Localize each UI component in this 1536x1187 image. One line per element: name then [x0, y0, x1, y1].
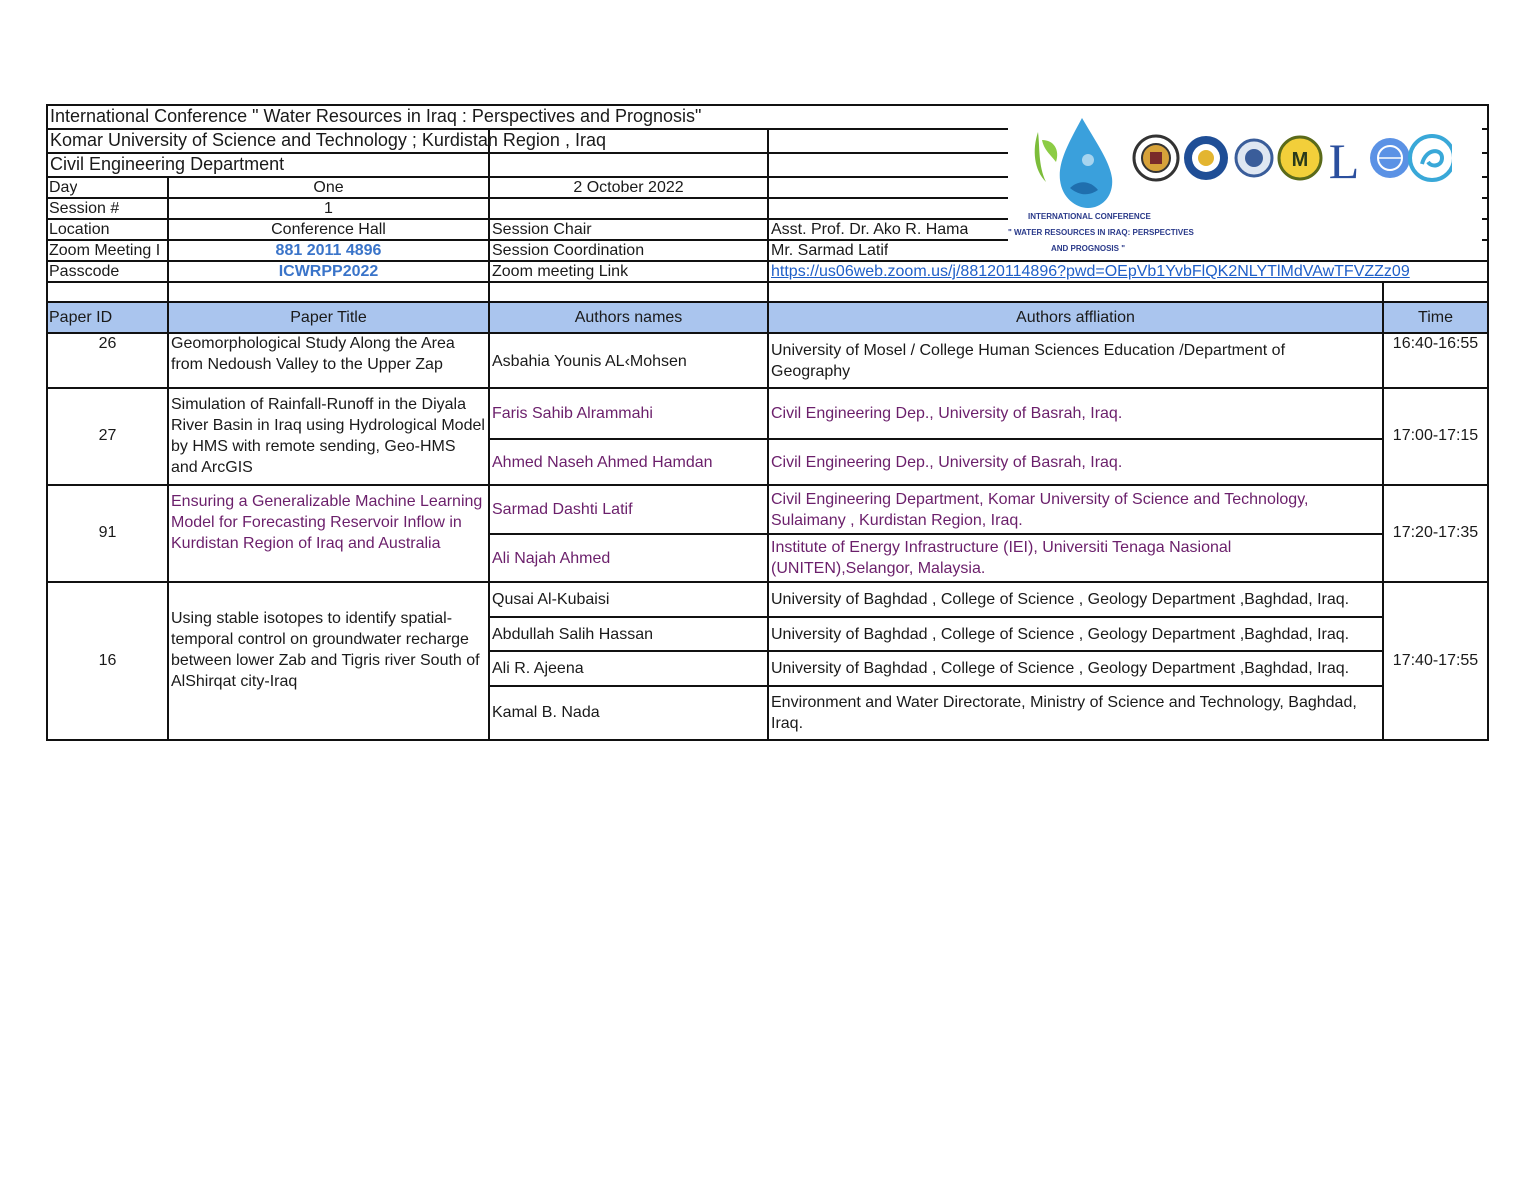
author-name: Ali Najah Ahmed — [492, 550, 611, 567]
author-name: Abdullah Salih Hassan — [492, 626, 653, 643]
ministry-seal-icon — [1184, 136, 1228, 180]
day-label: Day — [49, 179, 78, 196]
col-header-affiliation: Authors affliation — [1016, 309, 1135, 326]
session-value: 1 — [324, 200, 333, 217]
location-value: Conference Hall — [271, 221, 386, 238]
paper-title: Using stable isotopes to identify spatial-temporal control on groundwater recharge between lower Zab and Tigris river South of AlShirqat city-Iraq — [171, 610, 480, 690]
coordination-value: Mr. Sarmad Latif — [771, 242, 889, 259]
university-name: Komar University of Science and Technology ; Kurdistan Region , Iraq — [50, 130, 606, 150]
zoom-id-label: Zoom Meeting I — [49, 242, 161, 259]
author-affiliation: Civil Engineering Dep., University of Basrah, Iraq. — [771, 405, 1123, 422]
author-name: Asbahia Younis AL‹Mohsen — [492, 353, 687, 370]
department-name: Civil Engineering Department — [50, 154, 285, 174]
svg-text:M: M — [1291, 149, 1309, 171]
col-header-paper-id: Paper ID — [49, 309, 113, 326]
paper-id: 26 — [98, 335, 117, 352]
day-value: One — [313, 179, 344, 196]
logo-caption-1: INTERNATIONAL CONFERENCE — [1028, 212, 1151, 221]
author-affiliation: University of Baghdad , College of Science , Geology Department ,Baghdad, Iraq. — [771, 591, 1350, 608]
chair-label: Session Chair — [492, 221, 592, 238]
author-affiliation: Institute of Energy Infrastructure (IEI), Universiti Tenaga Nasional (UNITEN),Selangor, Malaysia. — [771, 539, 1232, 577]
author-name: Ali R. Ajeena — [492, 660, 584, 677]
author-name: Sarmad Dashti Latif — [492, 501, 633, 518]
session-date: 2 October 2022 — [573, 179, 684, 196]
agency-seal-icon — [1236, 140, 1272, 176]
university-seal-icon — [1134, 136, 1178, 180]
svg-text:L: L — [1328, 133, 1360, 189]
coordination-label: Session Coordination — [492, 242, 645, 259]
paper-title: Ensuring a Generalizable Machine Learning Model for Forecasting Reservoir Inflow in Kurdistan Region of Iraq and Australia — [171, 493, 483, 552]
col-header-time: Time — [1418, 309, 1453, 326]
location-label: Location — [49, 221, 110, 238]
author-affiliation: Civil Engineering Department, Komar University of Science and Technology, Sulaimany , Kurdistan Region, Iraq. — [771, 491, 1309, 529]
paper-title: Simulation of Rainfall-Runoff in the Diyala River Basin in Iraq using Hydrological Model by HMS with remote sending, Geo-HMS and ArcGIS — [171, 396, 485, 476]
author-name: Kamal B. Nada — [492, 704, 600, 721]
author-affiliation: Civil Engineering Dep., University of Basrah, Iraq. — [771, 454, 1123, 471]
conference-logos — [1008, 110, 1482, 260]
water-swirl-logo-icon — [1410, 136, 1452, 180]
paper-time: 16:40-16:55 — [1392, 335, 1479, 352]
directorate-seal-icon — [1279, 137, 1321, 179]
paper-time: 17:40-17:55 — [1392, 652, 1479, 669]
letter-l-logo-icon — [1329, 133, 1360, 189]
logo-caption-2: " WATER RESOURCES IN IRAQ: PERSPECTIVES — [1008, 228, 1194, 237]
paper-time: 17:20-17:35 — [1392, 524, 1479, 541]
un-emblem-icon — [1370, 138, 1410, 178]
chair-value: Asst. Prof. Dr. Ako R. Hama — [771, 221, 969, 238]
zoom-link-label: Zoom meeting Link — [492, 263, 629, 280]
col-header-authors: Authors names — [574, 309, 683, 326]
author-affiliation: University of Baghdad , College of Science , Geology Department ,Baghdad, Iraq. — [771, 660, 1350, 677]
logo-caption-3: AND PROGNOSIS " — [1050, 244, 1126, 253]
paper-id: 91 — [98, 524, 117, 541]
paper-time: 17:00-17:15 — [1392, 427, 1479, 444]
passcode-label: Passcode — [49, 263, 120, 280]
zoom-id-value[interactable]: 881 2011 4896 — [275, 242, 382, 259]
author-affiliation: Environment and Water Directorate, Ministry of Science and Technology, Baghdad, Iraq. — [771, 694, 1357, 732]
zoom-meeting-link[interactable]: https://us06web.zoom.us/j/88120114896?pwd=OEpVb1YvbFlQK2NLYTlMdVAwTFVZZz09 — [771, 263, 1410, 280]
paper-id: 27 — [98, 427, 117, 444]
paper-title: Geomorphological Study Along the Area from Nedoush Valley to the Upper Zap — [171, 335, 455, 373]
session-label: Session # — [49, 200, 120, 217]
col-header-title: Paper Title — [290, 309, 367, 326]
author-name: Ahmed Naseh Ahmed Hamdan — [492, 454, 713, 471]
partner-seals — [1132, 124, 1452, 194]
author-name: Qusai Al-Kubaisi — [492, 591, 610, 608]
author-name: Faris Sahib Alrammahi — [492, 405, 653, 422]
conference-title: International Conference " Water Resources in Iraq : Perspectives and Prognosis" — [50, 106, 702, 126]
author-affiliation: University of Baghdad , College of Science , Geology Department ,Baghdad, Iraq. — [771, 626, 1350, 643]
passcode-value[interactable]: ICWRPP2022 — [278, 263, 379, 280]
author-affiliation: University of Mosel / College Human Sciences Education /Department of Geography — [771, 342, 1286, 380]
paper-id: 16 — [98, 652, 117, 669]
